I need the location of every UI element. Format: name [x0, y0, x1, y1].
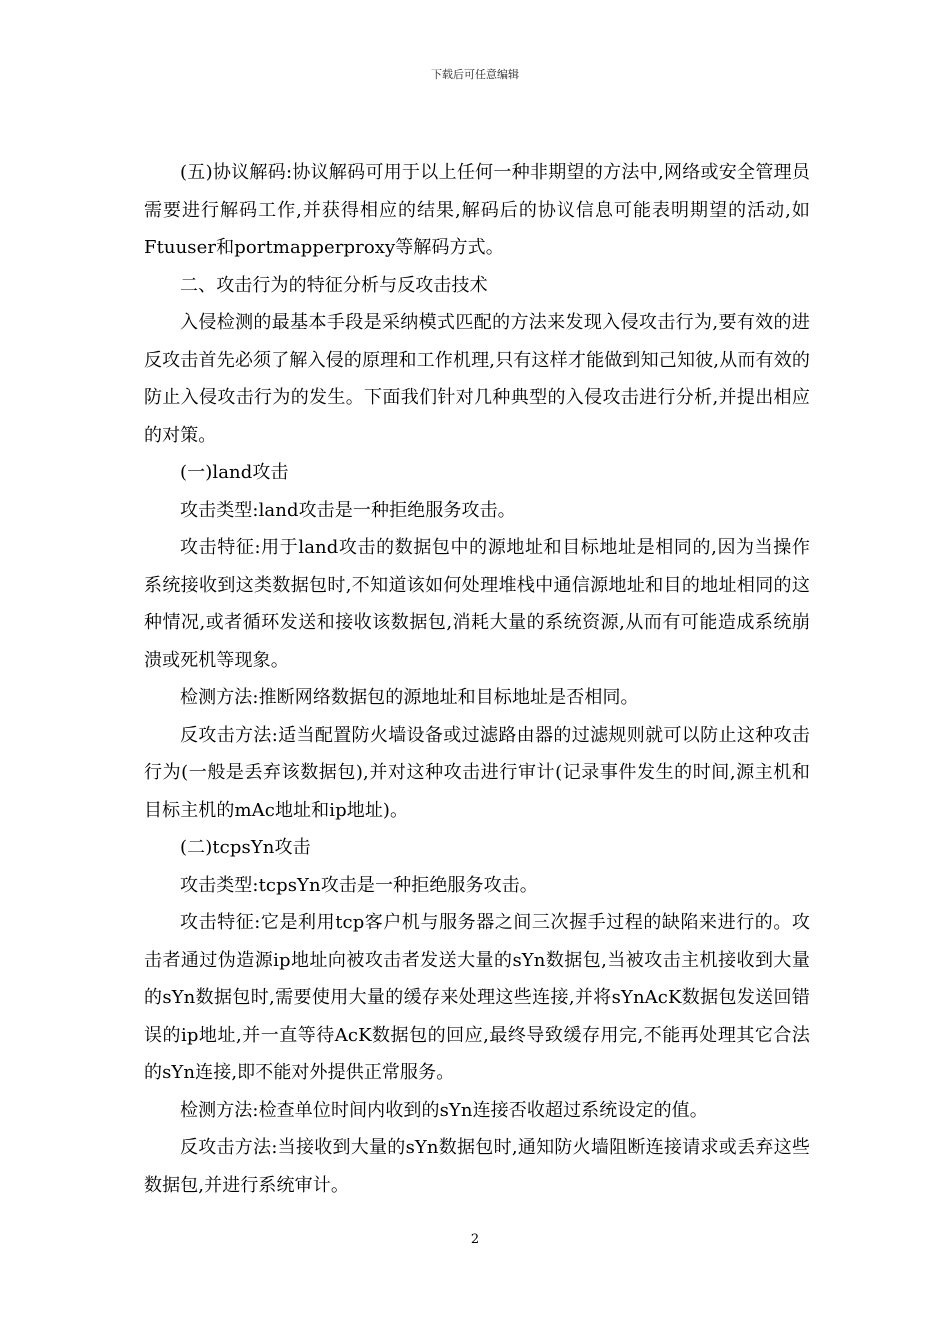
paragraph-syn-counter-method: 反攻击方法:当接收到大量的sYn数据包时,通知防火墙阻断连接请求或丢弃这些数据包,并进行系统审计。 [144, 1137, 810, 1196]
paragraph-syn-attack-type: 攻击类型:tcpsYn攻击是一种拒绝服务攻击。 [180, 874, 538, 896]
paragraph-protocol-decoding: (五)协议解码:协议解码可用于以上任何一种非期望的方法中,网络或安全管理员需要进行解码工作,并获得相应的结果,解码后的协议信息可能表明期望的活动,如Ftuuser和portmapperproxy等解码方式。 [144, 162, 810, 258]
subheading-land-attack: (一)land攻击 [180, 462, 289, 483]
paragraph-land-detection-method: 检测方法:推断网络数据包的源地址和目标地址是否相同。 [180, 687, 639, 708]
paragraph-land-counter-method: 反攻击方法:适当配置防火墙设备或过滤路由器的过滤规则就可以防止这种攻击行为(一般是丢弃该数据包),并对这种攻击进行审计(记录事件发生的时间,源主机和目标主机的mAc地址和ip地址)。 [144, 724, 810, 821]
paragraph-land-attack-type: 攻击类型:land攻击是一种拒绝服务攻击。 [180, 499, 516, 521]
page-number: 2 [470, 1232, 480, 1247]
paragraph-intrusion-detection-intro: 入侵检测的最基本手段是采纳模式匹配的方法来发现入侵攻击行为,要有效的进反攻击首先必须了解入侵的原理和工作机理,只有这样才能做到知己知彼,从而有效的防止入侵攻击行为的发生。下面我们针对几种典型的入侵攻击进行分析,并提出相应的对策。 [144, 312, 810, 446]
document-body [144, 154, 810, 1204]
paragraph-syn-detection-method: 检测方法:检查单位时间内收到的sYn连接否收超过系统设定的值。 [180, 1099, 708, 1121]
subheading-tcp-syn-attack: (二)tcpsYn攻击 [180, 837, 311, 858]
page-header: 下载后可任意编辑 [431, 68, 519, 81]
section-heading-attack-analysis: 二、攻击行为的特征分析与反攻击技术 [180, 274, 488, 296]
paragraph-land-attack-features: 攻击特征:用于land攻击的数据包中的源地址和目标地址是相同的,因为当操作系统接收到这类数据包时,不知道该如何处理堆栈中通信源地址和目的地址相同的这种情况,或者循环发送和接收该数据包,消耗大量的系统资源,从而有可能造成系统崩溃或死机等现象。 [144, 537, 810, 671]
paragraph-syn-attack-features: 攻击特征:它是利用tcp客户机与服务器之间三次握手过程的缺陷来进行的。攻击者通过伪造源ip地址向被攻击者发送大量的sYn数据包,当被攻击主机接收到大量的sYn数据包时,需要使用大量的缓存来处理这些连接,并将sYnAcK数据包发送回错误的ip地址,并一直等待AcK数据包的回应,最终导致缓存用完,不能再处理其它合法的sYn连接,即不能对外提供正常服务。 [144, 912, 810, 1083]
